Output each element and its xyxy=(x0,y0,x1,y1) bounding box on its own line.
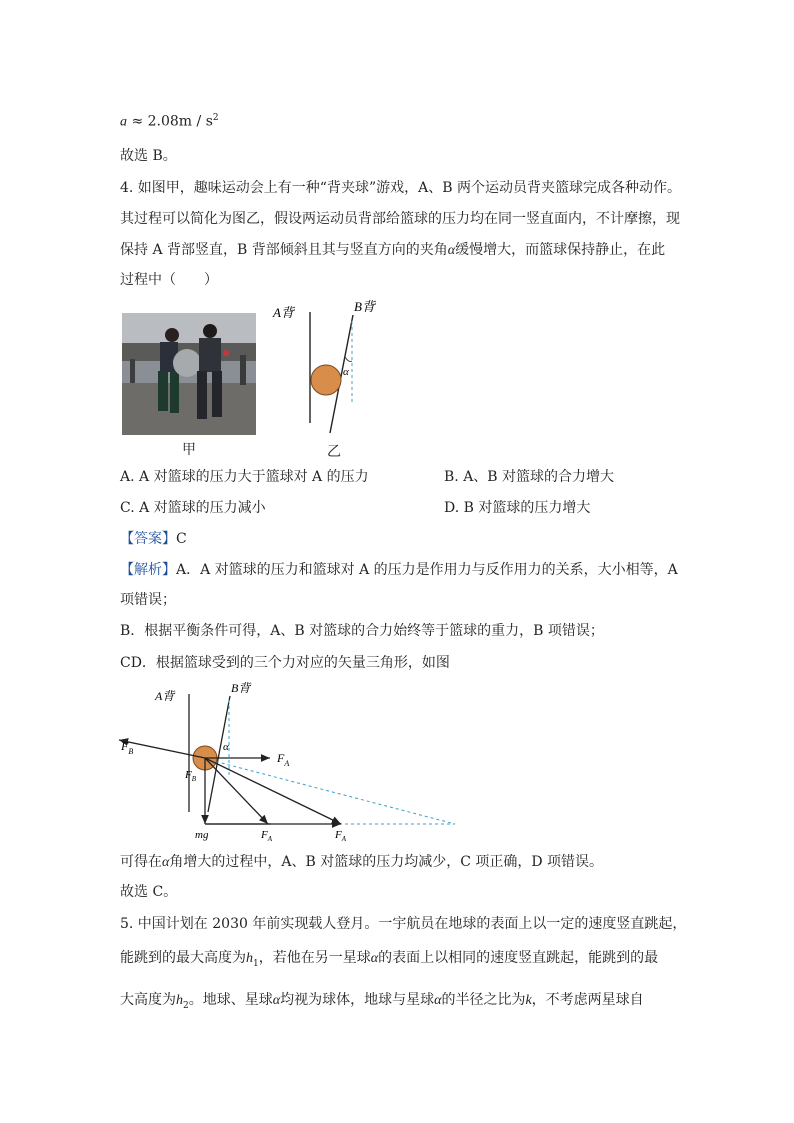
answer-tag: 【答案】 xyxy=(120,531,176,547)
q4-line1: 4. 如图甲，趣味运动会上有一种“背夹球”游戏，A、B 两个运动员背夹篮球完成各种动作。 xyxy=(120,180,681,196)
acceleration-result xyxy=(120,108,219,133)
q5-alpha1: α xyxy=(370,951,379,966)
arrow-fb-long xyxy=(205,758,341,824)
label-fb: $F_B$ xyxy=(121,739,134,756)
alpha-label: α xyxy=(343,366,349,378)
option-b: B. A、B 对篮球的合力增大 xyxy=(444,469,615,485)
alpha-arc xyxy=(345,357,352,362)
q5-line2 xyxy=(120,948,658,974)
q5-line3-part3: 均视为球体，地球与星球 xyxy=(280,992,435,1008)
q5-line3-part4: 的半径之比为 xyxy=(441,992,526,1008)
h1-subscript: 1 xyxy=(253,958,259,969)
q4-choice: 故选 C。 xyxy=(120,884,178,900)
label-fa3: $F_A$ xyxy=(335,829,347,843)
prev-choice: 故选 B。 xyxy=(120,148,177,164)
schematic-diagram xyxy=(270,295,380,455)
q5-alpha2: α xyxy=(272,993,281,1008)
accel-value: ≈ 2.08m / s xyxy=(131,113,213,130)
q5-line3-part1: 大高度为 xyxy=(120,992,176,1008)
accel-symbol: a xyxy=(120,114,127,130)
h2-symbol: h xyxy=(176,993,183,1008)
q4-line3-part1: 保持 A 背部竖直，B 背部倾斜且其与竖直方向的夹角 xyxy=(120,242,448,258)
analysis-text1: A．A 对篮球的压力和篮球对 A 的压力是作用力与反作用力的关系，大小相等，A xyxy=(176,562,678,578)
label-a-back: A背 xyxy=(273,305,294,320)
analysis-line2: 项错误； xyxy=(120,592,176,608)
q5-alpha3: α xyxy=(434,993,442,1008)
conclusion-part1: 可得在 xyxy=(120,854,162,870)
diagram-dashed-extension xyxy=(210,760,455,824)
q5-line3-part5: ，不考虑两星球自 xyxy=(531,992,644,1008)
analysis-line3: B．根据平衡条件可得，A、B 对篮球的合力始终等于篮球的重力，B 项错误； xyxy=(120,623,604,639)
label-fb2: $F_B$ xyxy=(185,769,197,783)
q4-line3-part2: 缓慢增大，而篮球保持静止，在此 xyxy=(455,242,666,258)
label-b-back: B背 xyxy=(354,299,375,314)
option-c: C. A 对篮球的压力减小 xyxy=(120,500,266,516)
q4-line3 xyxy=(120,240,665,261)
conclusion-alpha: α xyxy=(162,855,170,870)
k-symbol: k xyxy=(525,993,532,1008)
answer-value: C xyxy=(176,531,187,547)
diagram-alpha: α xyxy=(223,741,229,753)
conclusion-line xyxy=(120,852,603,873)
caption-yi: 乙 xyxy=(327,444,341,460)
label-fa: $F_A$ xyxy=(277,751,290,768)
analysis-tag: 【解析】 xyxy=(120,562,176,578)
q5-line2-part1: 能跳到的最大高度为 xyxy=(120,950,246,966)
option-a: A. A 对篮球的压力大于篮球对 A 的压力 xyxy=(120,469,369,485)
diagram-label-b-back: B背 xyxy=(231,681,251,695)
q5-line3 xyxy=(120,990,644,1016)
h2-subscript: 2 xyxy=(183,1000,189,1011)
q5-line2-part3: 的表面上以相同的速度竖直跳起，能跳到的最 xyxy=(378,950,659,966)
arrow-fb-short xyxy=(205,758,268,824)
answer-line xyxy=(120,529,187,549)
alpha-symbol: α xyxy=(447,243,456,258)
h1-symbol: h xyxy=(246,951,253,966)
q4-line4: 过程中（ ） xyxy=(120,272,218,288)
basketball-icon xyxy=(311,365,341,395)
label-mg: mg xyxy=(195,829,209,841)
q4-line2: 其过程可以简化为图乙，假设两运动员背部给篮球的压力均在同一竖直面内，不计摩擦，现 xyxy=(120,211,680,227)
analysis-line4: CD．根据篮球受到的三个力对应的矢量三角形，如图 xyxy=(120,655,450,671)
accel-exponent: 2 xyxy=(212,113,219,123)
caption-jia: 甲 xyxy=(182,442,196,458)
option-d: D. B 对篮球的压力增大 xyxy=(444,500,591,516)
q5-line3-part2: 。地球、星球 xyxy=(188,992,273,1008)
q5-line2-part2: ，若他在另一星球 xyxy=(258,950,371,966)
conclusion-part2: 角增大的过程中，A、B 对篮球的压力均减少，C 项正确，D 项错误。 xyxy=(169,854,604,870)
analysis-line1 xyxy=(120,560,678,580)
label-fa2: $F_A$ xyxy=(261,829,273,843)
photo-students-back-ball xyxy=(122,313,256,435)
force-vector-diagram xyxy=(115,680,460,845)
q5-line1: 5. 中国计划在 2030 年前实现载人登月。一宇航员在地球的表面上以一定的速度竖直跳起， xyxy=(120,916,687,932)
diagram-label-a-back: A背 xyxy=(155,689,175,703)
